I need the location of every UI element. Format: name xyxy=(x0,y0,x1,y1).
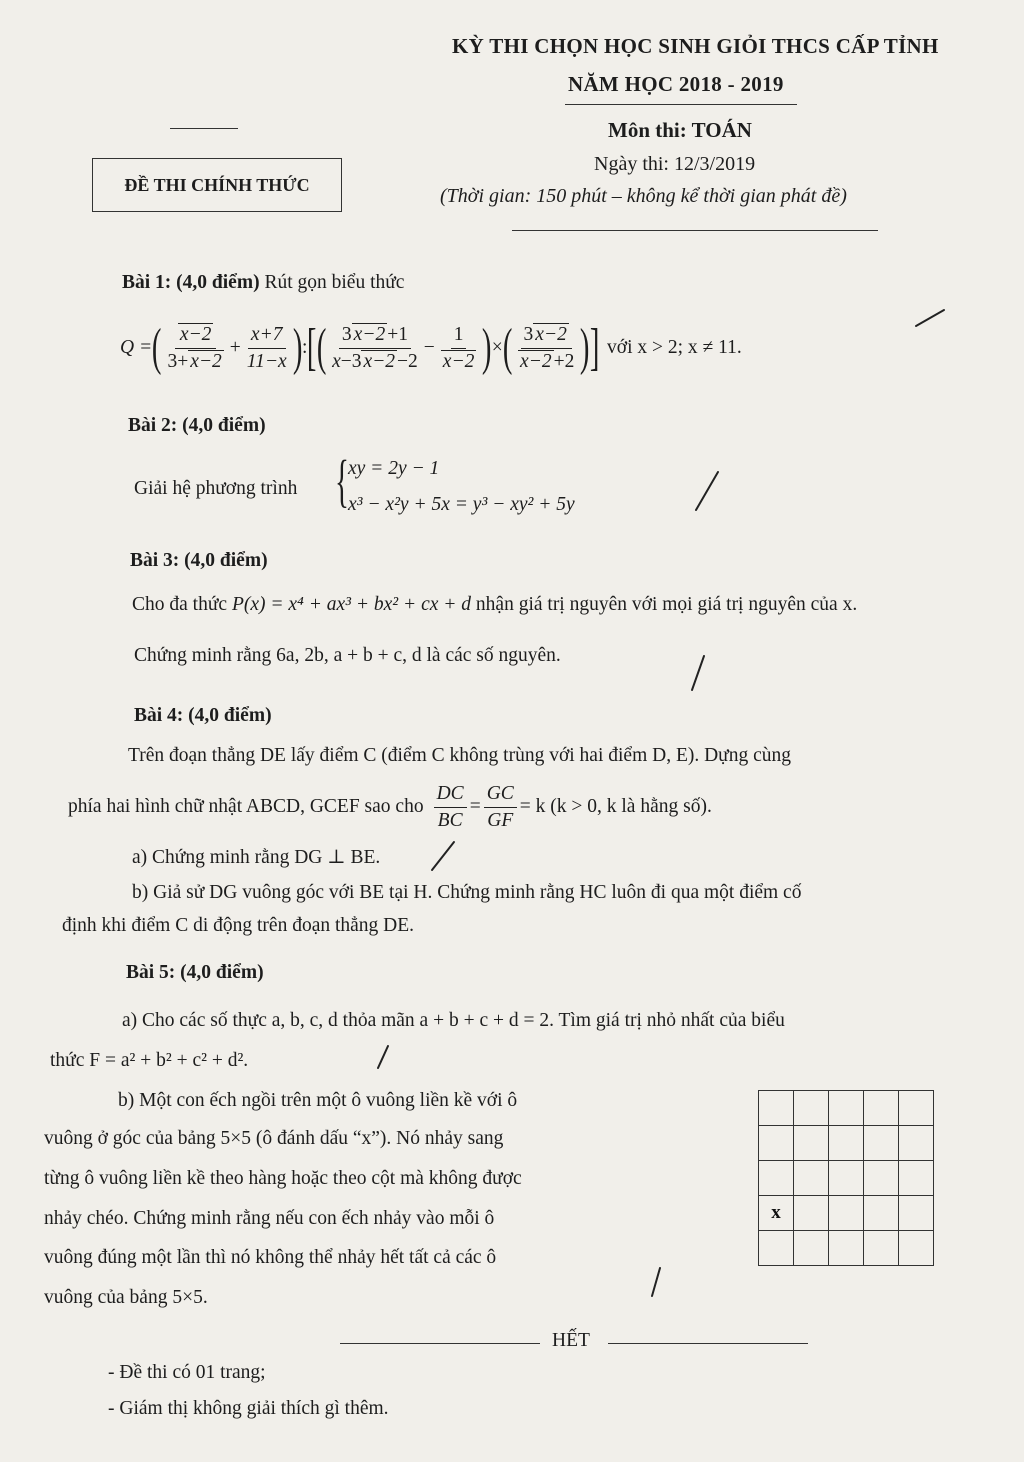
bai1-condition: với x > 2; x ≠ 11. xyxy=(607,337,742,358)
bai5-b-line5: vuông đúng một lần thì nó không thể nhảy hết tất cả các ô xyxy=(44,1247,497,1268)
check-mark-icon xyxy=(432,842,454,870)
bai5-heading: Bài 5: (4,0 điểm) xyxy=(126,962,264,983)
check-mark-icon xyxy=(696,472,718,510)
bai1-intro: Rút gọn biểu thức xyxy=(264,272,405,293)
bai4-line2a: phía hai hình chữ nhật ABCD, GCEF sao cho xyxy=(68,796,424,817)
grid-cell-marked: x xyxy=(759,1196,794,1231)
bai1-lhs: Q = xyxy=(120,337,153,358)
bai5-b-line4: nhảy chéo. Chứng minh rằng nếu con ếch nhảy vào mỗi ô xyxy=(44,1208,495,1229)
bai5-b-line1: b) Một con ếch ngồi trên một ô vuông liền kề với ô xyxy=(118,1090,518,1111)
bai3-intro: Cho đa thức xyxy=(132,594,228,615)
bai4-part-b2: định khi điểm C di động trên đoạn thẳng DE. xyxy=(62,915,415,936)
check-mark-icon xyxy=(916,310,944,326)
bai4-heading: Bài 4: (4,0 điểm) xyxy=(134,705,272,726)
bai2-eq1: xy = 2y − 1 xyxy=(348,458,440,479)
bai5-b-line2: vuông ở góc của bảng 5×5 (ô đánh dấu “x”). Nó nhảy sang xyxy=(44,1128,504,1149)
bai4-line2: phía hai hình chữ nhật ABCD, GCEF sao cho $\frac{DC}{BC}$ = $\frac{GC}{GF}$ = k (k > 0, k là hằng số). xyxy=(68,783,712,831)
bai5-part-a2: thức F = a² + b² + c² + d². xyxy=(50,1050,249,1071)
bai4-line2b: = k (k > 0, k là hằng số). xyxy=(519,796,712,817)
bai3-tail: nhận giá trị nguyên với mọi giá trị nguyên của x. xyxy=(475,594,858,615)
bai3-line2: Chứng minh rằng 6a, 2b, a + b + c, d là các số nguyên. xyxy=(134,645,561,666)
system-brace: { xyxy=(334,448,349,513)
footer-note-2: - Giám thị không giải thích gì thêm. xyxy=(108,1398,389,1419)
bai3-heading: Bài 3: (4,0 điểm) xyxy=(130,550,268,571)
bai4-part-b1: b) Giả sử DG vuông góc với BE tại H. Chứng minh rằng HC luôn đi qua một điểm cố xyxy=(132,882,802,903)
exam-date: Ngày thi: 12/3/2019 xyxy=(594,153,756,175)
bai1-heading: Bài 1: (4,0 điểm) xyxy=(122,272,260,293)
subject-title: Môn thi: TOÁN xyxy=(608,118,752,142)
bai1-expression: Q = ( $\frac{x-2}{3+ x-2}$ + $\frac{x+7}{11-x}$ ) : [ ( $\frac{3 x-2 +1}{x-3 x-2 -2}$ − $\frac{1}{x-2}$ ) × ( $\frac{3 x-2}{x-2 +2}$ ) ] với x > 2; x ≠ 11. xyxy=(120,319,742,376)
bai5-part-a1: a) Cho các số thực a, b, c, d thỏa mãn a + b + c + d = 2. Tìm giá trị nhỏ nhất của biểu xyxy=(122,1010,785,1031)
check-mark-icon xyxy=(652,1268,660,1296)
bai4-line1: Trên đoạn thẳng DE lấy điểm C (điểm C không trùng với hai điểm D, E). Dựng cùng xyxy=(128,745,792,766)
bai3-line1: Cho đa thức P(x) = x⁴ + ax³ + bx² + cx + d nhận giá trị nguyên với mọi giá trị nguyên của x. xyxy=(132,594,858,615)
bai5-b-line6: vuông của bảng 5×5. xyxy=(44,1287,208,1308)
bai2-intro: Giải hệ phương trình xyxy=(134,478,298,499)
exam-title: KỲ THI CHỌN HỌC SINH GIỎI THCS CẤP TỈNH xyxy=(452,34,939,58)
school-year: NĂM HỌC 2018 - 2019 xyxy=(568,72,784,96)
bai2-eq2: x³ − x²y + 5x = y³ − xy² + 5y xyxy=(348,494,575,515)
end-label: HẾT xyxy=(552,1330,590,1351)
footer-note-1: - Đề thi có 01 trang; xyxy=(108,1362,266,1383)
bai4-part-a: a) Chứng minh rằng DG ⊥ BE. xyxy=(132,847,381,868)
official-exam-box: ĐỀ THI CHÍNH THỨC xyxy=(92,158,342,212)
bai5-b-line3: từng ô vuông liền kề theo hàng hoặc theo cột mà không được xyxy=(44,1168,522,1189)
check-mark-icon xyxy=(692,656,704,690)
check-mark-icon xyxy=(378,1046,388,1068)
bai2-heading: Bài 2: (4,0 điểm) xyxy=(128,415,266,436)
exam-duration: (Thời gian: 150 phút – không kể thời gian phát đề) xyxy=(440,185,847,207)
